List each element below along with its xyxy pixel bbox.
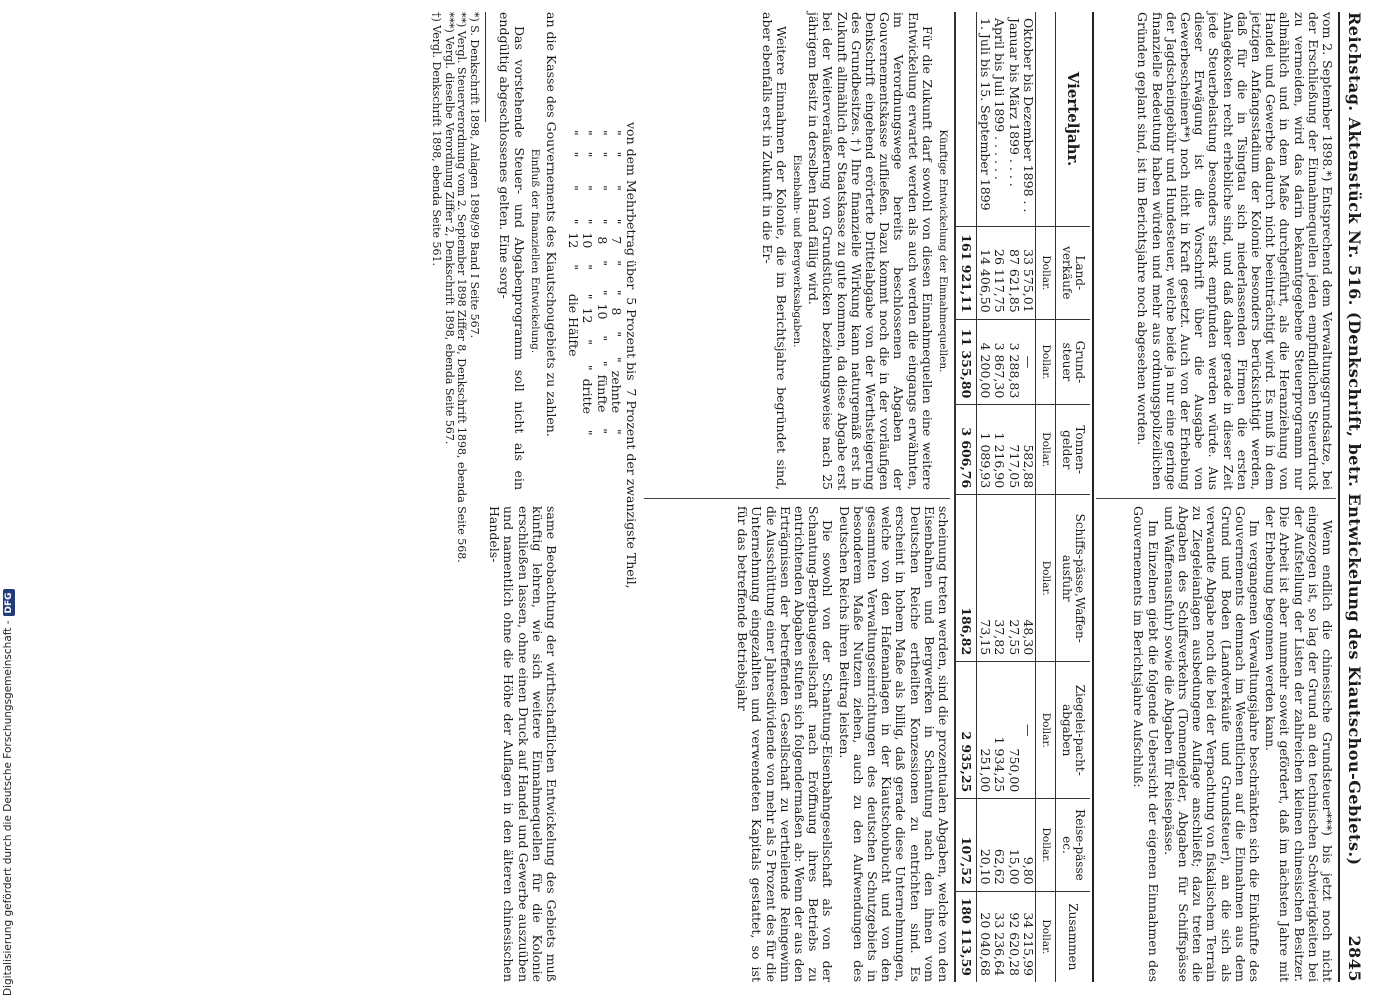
section-subheading: Einfluß der finanziellen Entwickelung. — [528, 148, 541, 354]
unit-cell — [1036, 12, 1056, 227]
dividend-scale — [565, 122, 638, 682]
table-cell: 1 934,25 — [992, 662, 1007, 799]
table-cell: 62,62 — [992, 799, 1007, 891]
paragraph: Das vorstehende Steuer- und Abgabenprogramm soll nicht als ein endgültig abgeschlossenes gelten. Eine sorg- — [497, 12, 527, 490]
unit-cell: Dollar. — [1036, 662, 1056, 799]
footnotes — [430, 12, 480, 982]
table-total-cell: 11 355,80 — [955, 319, 977, 405]
paragraph: Die sowohl von der Schantung-Eisenbahngesellschaft als von der Schantung-Bergbaugesellschaft nach Eröffnung ihres Betriebs zu entrichtenden Abgaben stufen sich folgendermaßen ab: Wenn der aus den Erträgnissen der betreffenden Gesellschaft zu vertheilende Reingewinn die Ausschüttung einer Jahresdividende von mehr als 5 Prozent des für die Unternehmung eingezahlten und verwendeten Kapitals gestattet, so ist für das betreffende Betriebsjahr — [735, 506, 836, 982]
running-header — [1340, 12, 1366, 982]
footnote-rule — [485, 12, 486, 122]
table-cell: April bis Juli 1899 . . . . . . — [992, 18, 1008, 180]
footnote: †) Vergl. Denkschrift 1898, ebenda Seite 561. — [430, 12, 444, 266]
table-cell: 37,82 — [992, 495, 1007, 662]
table-cell: 14 406,50 — [977, 227, 992, 320]
page-number: 2845 — [1345, 935, 1364, 982]
column-header: Schiffs-pässe,Waffen-ausfuhr — [1056, 495, 1091, 662]
column-divider — [1096, 498, 1336, 499]
table-row — [1021, 12, 1036, 982]
scale-row: " " " " 10 " " 12 " " dritte " — [580, 122, 596, 436]
header-rule — [1338, 12, 1340, 982]
paragraph: Weitere Einnahmen der Kolonie, die im Berichtsjahre begründet sind, aber ebenfalls erst in Zukunft in die Er- — [759, 12, 789, 490]
scale-row: " " " " 12 " die Hälfte — [565, 122, 581, 357]
column-header: Ziegelei-pacht-abgaben — [1056, 662, 1091, 799]
table-total-cell: 107,52 — [955, 799, 977, 891]
header-title: Reichstag. Aktenstück Nr. 516. (Denkschrift, betr. Entwickelung des Kiautschou-Gebiets.) — [1345, 12, 1364, 866]
paragraph: scheinung treten werden, sind die prozentualen Abgaben, welche von den Eisenbahnen und Bergwerken in Schantung nach den ihnen vom Deutschen Reiche ertheilten Konzessionen zu entrichten sind. Es erscheint in hohem Maße als billig, daß gerade diese Unternehmungen, welche von den Hafenanlagen in der Kiautschoubucht und von den gesammten Verwaltungseinrichtungen des deutschen Schutzgebiets in besonderem Maße Nutzen ziehen, auch zu den Aufwendungen des Deutschen Reichs ihren Beitrag leisten. — [836, 506, 951, 982]
table-cell: 9,80 — [1021, 799, 1036, 891]
digitization-credit — [2, 16, 15, 996]
scale-row: " " " " 8 " " 10 " " fünfte " — [594, 122, 610, 435]
column-header: Grund-steuer — [1056, 319, 1091, 405]
table-cell: 27,55 — [1007, 495, 1022, 662]
paragraph: Für die Zukunft darf sowohl von diesen Einnahmequellen eine weitere Entwickelung erwartet werden als auch werden die eingangs erwähnten, im Verordnungswege bereits beschlossenen Abgaben der Gouvernementskasse zufließen. Dazu kommt noch die in der vorläufigen Denkschrift eingehend erörterte Drittelabgabe von der Werthsteigerung des Grundbesitzes.†) Ihre finanzielle Wirkung kann naturgemäß erst in Zukunft allmählich der Staatskasse zu gute kommen, da diese Abgabe erst bei der Weiterveräußerung von Grundstücken beziehungsweise nach 25 jährigem Besitz in derselben Hand fällig wird. — [806, 12, 935, 490]
footnote: ***) Vergl. dieselbe Verordnung Ziffer 2, Denkschrift 1898, ebenda Seite 567. — [442, 12, 456, 445]
table-total-cell: 2 935,25 — [955, 662, 977, 799]
column-divider — [644, 498, 950, 499]
paragraph: Im vergangenen Verwaltungsjahre beschränkten sich die Einkünfte des Gouvernements demnach im Wesentlichen auf die Einnahmen aus dem Grund und Boden (Landverkäufe und Grundsteuer), an die sich als verwandte Abgabe noch die bei der Verpachtung von fiskalischem Terrain zu Ziegeleianlagen ausbedungene Auflage anschließt; dazu treten die Abgaben des Schiffsverkehrs (Tonnengelder, Abgaben für Schiffspässe und Waffenausfuhr) sowie die Abgaben für Reisepässe. — [1161, 506, 1262, 982]
scale-row: von dem Mehrbetrag über 5 Prozent bis 7 Prozent der zwanzigste Theil, — [624, 122, 639, 589]
section-subheading: Künftige Entwickelung der Einnahmequellen. — [937, 129, 949, 373]
table-total-cell: 180 113,59 — [955, 891, 977, 982]
unit-row — [1036, 12, 1056, 982]
rotated-page — [266, 12, 1366, 990]
table-total-cell: 161 921,11 — [955, 227, 977, 320]
table-cell: 4 200,00 — [977, 319, 992, 405]
footnote: **) Vergl. Steuerverordnung vom 2. September 1898 Ziffer 8, Denkschrift 1898, ebenda Seite 568. — [455, 12, 469, 563]
unit-cell: Dollar. — [1036, 405, 1056, 495]
table-cell: 1 089,93 — [977, 405, 992, 495]
column-middle-left — [757, 12, 950, 490]
table-total-cell: 186,82 — [955, 495, 977, 662]
paragraph: Wenn endlich die chinesische Grundsteuer***) bis jetzt noch nicht eingezogen ist, so lag der Grund an den technischen Schwierigkeiten bei der Aufstellung der Listen der zahlreichen kleinen chinesischen Besitzer. Die Arbeit ist aber nunmehr soweit gefördert, daß im nächsten Jahre mit der Erhebung begonnen werden kann. — [1263, 506, 1335, 982]
table-cell: — — [1021, 662, 1036, 799]
column-header: Zusammen — [1056, 891, 1091, 982]
table-cell: 20,10 — [977, 799, 992, 891]
table-cell: 1 216,90 — [992, 405, 1007, 495]
table-row — [992, 12, 1007, 982]
footnote: *) S. Denkschrift 1898, Anlagen 1898/99 Band I Seite 567. — [468, 12, 481, 339]
revenue-table — [954, 12, 1090, 982]
column-header: Tonnen-gelder — [1056, 405, 1091, 495]
table-cell: 717,05 — [1007, 405, 1022, 495]
table-total-cell: 3 606,76 — [955, 405, 977, 495]
unit-cell: Dollar. — [1036, 799, 1056, 891]
table-cell: 33 236,64 — [992, 891, 1007, 982]
unit-cell: Dollar. — [1036, 319, 1056, 405]
table-cell: 3 867,30 — [992, 319, 1007, 405]
table-cell: 15,00 — [1007, 799, 1022, 891]
column-lower-right — [485, 506, 558, 982]
unit-cell: Dollar. — [1036, 227, 1056, 320]
credit-text: Digitalisierung gefördert durch die Deutsche Forschungsgemeinschaft - — [2, 620, 14, 996]
column-lower-left — [495, 12, 558, 490]
table-cell: 750,00 — [1007, 662, 1022, 799]
table-cell — [955, 12, 977, 227]
table-cell: 73,15 — [977, 495, 992, 662]
unit-cell: Dollar. — [1036, 891, 1056, 982]
column-header: Vierteljahr. — [1056, 12, 1091, 227]
table-cell: 48,30 — [1021, 495, 1036, 662]
table-cell: 34 215,99 — [1021, 891, 1036, 982]
table-header-row — [1056, 12, 1091, 982]
table-cell: 1. Juli bis 15. September 1899 — [978, 18, 993, 211]
table-row — [977, 12, 992, 982]
table-cell: 3 288,83 — [1007, 319, 1022, 405]
column-header: Reise-pässe ec. — [1056, 799, 1091, 891]
table-cell: 92 620,28 — [1007, 891, 1022, 982]
table-cell: — — [1021, 319, 1036, 405]
column-upper-left — [1133, 12, 1334, 490]
paragraph: Im Einzelnen giebt die folgende Uebersicht der eigenen Einnahmen des Gouvernements im Berichtsjahre Aufschluß: — [1131, 506, 1161, 982]
column-upper-right — [1129, 506, 1334, 982]
table-cell: 20 040,68 — [977, 891, 992, 982]
table-cell: 33 575,01 — [1021, 227, 1036, 320]
table-row — [1007, 12, 1022, 982]
paragraph: same Beobachtung der wirthschaftlichen Entwickelung des Gebiets muß künftig lehren, wie sich weitere Einnahmequellen für die Kolonie erschließen lassen, ohne einen Druck auf Handel und Gewerbe auszuüben und namentlich ohne die Höhe der Auflagen in den älteren chinesischen Handels- — [487, 506, 559, 982]
table-cell: Januar bis März 1899 . . . . — [1007, 18, 1022, 187]
paragraph: an die Kasse des Gouvernements des Kiautschougebiets zu zahlen. — [544, 12, 559, 437]
table-total-row — [955, 12, 977, 982]
table-cell: 26 117,75 — [992, 227, 1007, 320]
table-cell: 251,00 — [977, 662, 992, 799]
column-middle-right — [733, 506, 950, 982]
paragraph: vom 2. September 1898.*) Entsprechend dem Verwaltungsgrundsatze, bei der Erschließung der Einnahmequellen jeden empfindlichen Steuerdruck zu vermeiden, wird das darin bekanntgegebene Steuerprogramm nur allmählich und in dem Maße durchgeführt, als die Heranziehung von Handel und Gewerbe dadurch nicht beeinträchtigt wird. Es muß in dem jetzigen Anfangsstadium der Kolonie besonders berücksichtigt werden, daß für die in Tsingtau sich niederlassenden Firmen die ersten Anlagekosten recht erhebliche sind, und daß daher gerade in dieser Zeit jede Steuerbelastung besonders stark empfunden werden würde. Aus dieser Erwägung ist die Vorschrift über die Ausgabe von Gewerbescheinen**) noch nicht in Kraft gesetzt. Auch von der Erhebung der Jagdscheingebühr und Hundesteuer, welche beide ja nur eine geringe finanzielle Bedeutung haben würden und mehr aus ordnungspolizeilichen Gründen geplant sind, ist im Berichtsjahre noch abgesehen worden. — [1135, 12, 1335, 490]
table-cell: Oktober bis Dezember 1898 . . — [1021, 18, 1037, 213]
column-header: Land-verkäufe — [1056, 227, 1091, 320]
table-cell: 87 621,85 — [1007, 227, 1022, 320]
table-cell: 582,88 — [1021, 405, 1036, 495]
scale-row: " " " " 7 " " 8 " " zehnte " — [609, 122, 625, 435]
table-top-rule — [1092, 12, 1094, 982]
dfg-logo-icon: DFG — [3, 589, 15, 616]
unit-cell: Dollar. — [1036, 495, 1056, 662]
section-subheading: Eisenbahn- und Bergwerksabgaben. — [790, 154, 803, 348]
